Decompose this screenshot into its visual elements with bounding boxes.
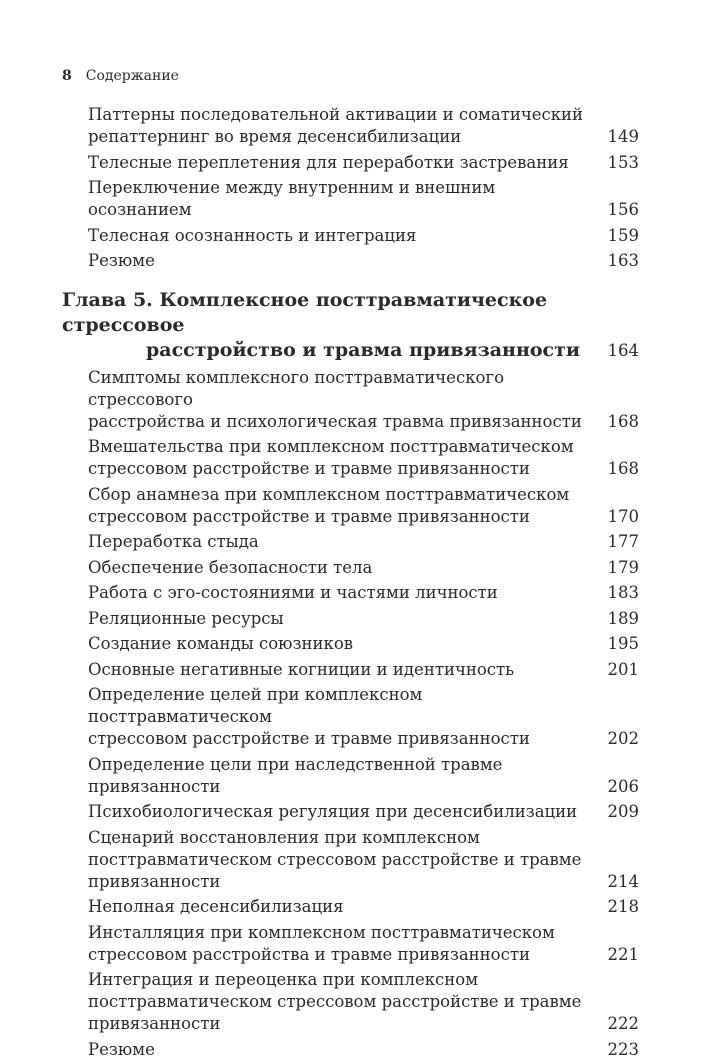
toc-entry-line: Интеграция и переоценка при комплексном	[88, 970, 479, 989]
toc-entry-page: 214	[607, 871, 639, 891]
running-head	[62, 66, 179, 86]
toc-entry-line: Неполная десенсибилизация	[88, 897, 344, 916]
toc-entry-line: Реляционные ресурсы	[88, 608, 284, 628]
toc-entry-title	[88, 177, 600, 221]
toc-entry-line: привязанности	[88, 871, 221, 891]
toc-entry-line: Сценарий восстановления при комплексном	[88, 827, 480, 847]
toc-entry-line: Симптомы комплексного посттравматического стрессового	[88, 367, 505, 409]
toc-entry-line: посттравматическом стрессовом расстройстве и травме	[88, 849, 582, 869]
toc-entry	[0, 484, 703, 528]
page-number: 8	[62, 68, 72, 84]
toc-entry	[0, 250, 703, 272]
toc-entry-page: 168	[607, 459, 639, 478]
toc-entry-line: привязанности	[88, 1014, 221, 1033]
toc-entry-page: 195	[607, 634, 639, 653]
toc-entry-page: 183	[607, 583, 639, 602]
toc-entry-title	[88, 754, 600, 798]
toc-entry-page: 153	[607, 152, 639, 172]
toc-entry-title	[88, 250, 600, 272]
toc-entry-page: 218	[607, 897, 639, 916]
toc-entry-line: стрессовом расстройстве и травме привязанности	[88, 729, 530, 748]
toc-entry-title	[88, 922, 600, 966]
toc-entry-line: Определение цели при наследственной травме привязанности	[88, 754, 503, 796]
toc-entry-line: Телесная осознанность и интеграция	[88, 225, 417, 245]
chapter-title	[62, 288, 602, 363]
toc-entries-after	[0, 367, 703, 1061]
toc-entry-page: 201	[607, 659, 639, 679]
toc-entry	[0, 1039, 703, 1061]
toc-entry-title	[88, 896, 600, 918]
toc-entry-line: Переработка стыда	[88, 532, 259, 551]
toc-entry-line: Телесные переплетения для переработки застревания	[88, 152, 569, 172]
toc-entry-line: стрессовом расстройства и травме привязанности	[88, 944, 530, 964]
toc-entry	[0, 801, 703, 823]
toc-entry-page: 202	[607, 729, 639, 748]
toc-entry	[0, 684, 703, 750]
chapter-page: 164	[607, 341, 639, 360]
running-head-section: Содержание	[85, 68, 179, 84]
toc-entry-title	[88, 633, 600, 655]
toc-entry-line: Вмешательства при комплексном посттравматическом	[88, 437, 574, 456]
toc-entry-page: 149	[607, 127, 639, 146]
toc-entry-title	[88, 557, 600, 579]
toc-entry-title	[88, 367, 600, 433]
toc-entry-line: Обеспечение безопасности тела	[88, 557, 373, 577]
chapter-title-line: Глава 5. Комплексное посттравматическое стрессовое	[62, 289, 548, 336]
toc-entry-line: стрессовом расстройстве и травме привязанности	[88, 459, 530, 478]
toc-entries-before	[0, 104, 703, 272]
toc-entry-title	[88, 152, 600, 174]
toc-entry-title	[88, 484, 600, 528]
toc-entry-page: 222	[607, 1014, 639, 1033]
toc-entry	[0, 557, 703, 579]
toc-entry-page: 159	[607, 225, 639, 245]
toc-entry-line: Резюме	[88, 251, 155, 270]
toc-chapter-heading	[0, 288, 703, 363]
toc-entry	[0, 531, 703, 553]
toc-entry	[0, 177, 703, 221]
table-of-contents	[0, 104, 703, 1061]
toc-entry	[0, 152, 703, 174]
toc-entry-page: 179	[607, 557, 639, 577]
toc-entry	[0, 659, 703, 681]
toc-entry-title	[88, 225, 600, 247]
toc-entry	[0, 969, 703, 1035]
toc-entry-page: 223	[607, 1039, 639, 1059]
chapter-title-line: расстройство и травма привязанности	[146, 339, 580, 361]
toc-entry-line: Психобиологическая регуляция при десенсибилизации	[88, 802, 578, 821]
toc-entry-title	[88, 1039, 600, 1061]
toc-entry	[0, 754, 703, 798]
toc-entry-line: Резюме	[88, 1039, 155, 1059]
toc-entry-line: Инсталляция при комплексном посттравматическом	[88, 922, 555, 942]
toc-entry	[0, 582, 703, 604]
toc-entry-line: Работа с эго-состояниями и частями личности	[88, 583, 498, 602]
toc-entry	[0, 608, 703, 630]
toc-entry-line: Паттерны последовательной активации и соматический	[88, 105, 584, 124]
toc-entry-page: 177	[607, 532, 639, 551]
toc-entry-title	[88, 104, 600, 148]
toc-entry	[0, 225, 703, 247]
toc-entry-title	[88, 608, 600, 630]
toc-entry-title	[88, 827, 600, 893]
toc-entry-line: Создание команды союзников	[88, 634, 354, 653]
toc-entry-page: 189	[607, 608, 639, 628]
toc-entry-page: 168	[607, 411, 639, 431]
toc-entry-page: 170	[607, 506, 639, 526]
toc-entry-line: Переключение между внутренним и внешним осознанием	[88, 178, 496, 219]
toc-entry-line: репаттернинг во время десенсибилизации	[88, 127, 462, 146]
toc-entry	[0, 104, 703, 148]
toc-entry	[0, 436, 703, 480]
toc-entry-line: посттравматическом стрессовом расстройстве и травме	[88, 992, 582, 1011]
toc-entry-title	[88, 801, 600, 823]
toc-entry	[0, 827, 703, 893]
toc-entry-page: 209	[607, 802, 639, 821]
toc-entry-line: расстройства и психологическая травма привязанности	[88, 411, 582, 431]
toc-entry-title	[88, 659, 600, 681]
toc-entry-page: 163	[607, 251, 639, 270]
toc-entry-line: Сбор анамнеза при комплексном посттравматическом	[88, 484, 570, 504]
toc-entry-page: 156	[607, 200, 639, 219]
toc-entry-title	[88, 531, 600, 553]
toc-entry-page: 221	[607, 944, 639, 964]
toc-entry-title	[88, 436, 600, 480]
toc-entry-title	[88, 582, 600, 604]
toc-entry-title	[88, 684, 600, 750]
toc-entry-title	[88, 969, 600, 1035]
toc-entry-page: 206	[607, 776, 639, 796]
toc-entry	[0, 922, 703, 966]
toc-entry-line: стрессовом расстройстве и травме привязанности	[88, 506, 530, 526]
toc-entry	[0, 367, 703, 433]
toc-entry	[0, 633, 703, 655]
toc-entry-line: Основные негативные когниции и идентичность	[88, 659, 515, 679]
toc-entry	[0, 896, 703, 918]
toc-entry-line: Определение целей при комплексном посттравматическом	[88, 685, 423, 726]
